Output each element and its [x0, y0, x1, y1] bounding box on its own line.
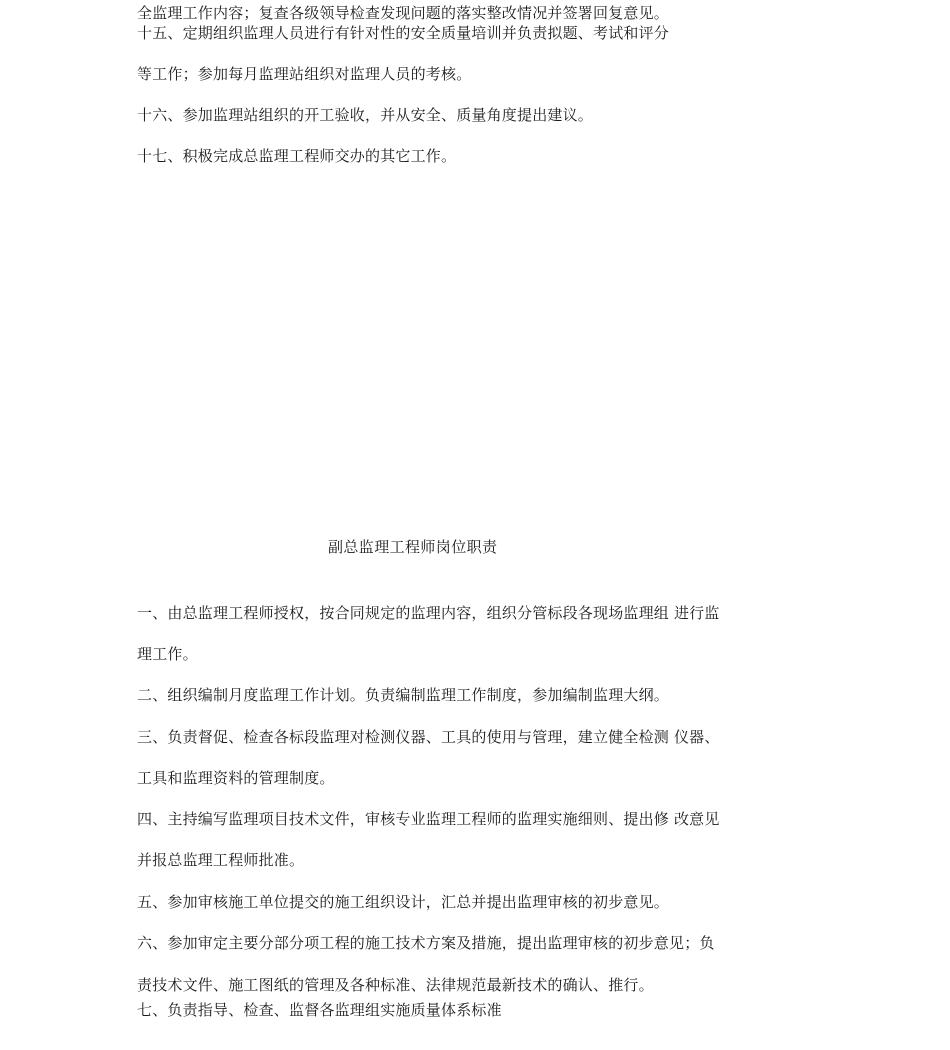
duty-item-16: 十六、参加监理站组织的开工验收，并从安全、质量角度提出建议。	[137, 106, 594, 124]
duty-item-1: 一、由总监理工程师授权，按合同规定的监理内容，组织分管标段各现场监理组 进行监	[137, 604, 720, 622]
paragraph-line: 等工作；参加每月监理站组织对监理人员的考核。	[137, 65, 472, 83]
duty-item-3: 三、负责督促、检查各标段监理对检测仪器、工具的使用与管理，建立健全检测 仪器、	[137, 728, 720, 746]
paragraph-line: 理工作。	[137, 645, 198, 663]
duty-item-6: 六、参加审定主要分部分项工程的施工技术方案及措施，提出监理审核的初步意见；负	[137, 934, 715, 952]
paragraph-line: 责技术文件、施工图纸的管理及各种标准、法律规范最新技术的确认、推行。	[137, 976, 654, 994]
duty-item-4: 四、主持编写监理项目技术文件，审核专业监理工程师的监理实施细则、提出修 改意见	[137, 810, 720, 828]
section-title: 副总监理工程师岗位职责	[328, 538, 498, 556]
paragraph-line: 工具和监理资料的管理制度。	[137, 769, 335, 787]
duty-item-17: 十七、积极完成总监理工程师交办的其它工作。	[137, 147, 457, 165]
duty-item-5: 五、参加审核施工单位提交的施工组织设计，汇总并提出监理审核的初步意见。	[137, 893, 670, 911]
duty-item-2: 二、组织编制月度监理工作计划。负责编制监理工作制度，参加编制监理大纲。	[137, 686, 670, 704]
paragraph-line: 并报总监理工程师批准。	[137, 851, 305, 869]
duty-item-15: 十五、定期组织监理人员进行有针对性的安全质量培训并负责拟题、考试和评分	[137, 24, 670, 42]
paragraph-line: 全监理工作内容；复查各级领导检查发现问题的落实整改情况并签署回复意见。	[137, 4, 670, 22]
duty-item-7: 七、负责指导、检查、监督各监理组实施质量体系标准	[137, 1001, 502, 1019]
